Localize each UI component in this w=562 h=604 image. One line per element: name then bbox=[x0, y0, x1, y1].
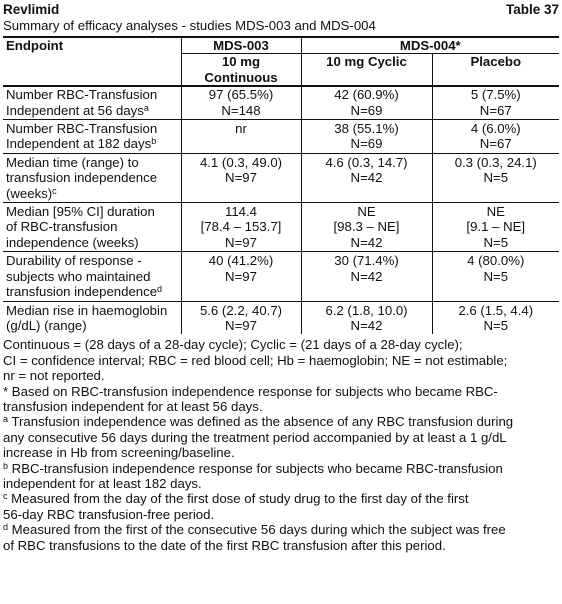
value-line: N=69 bbox=[350, 102, 383, 118]
endpoint-label-line: Median time (range) to bbox=[6, 154, 139, 170]
endpoint-label-line: Median [95% CI] duration bbox=[6, 204, 155, 220]
abbreviations-line: nr = not reported. bbox=[3, 368, 105, 384]
study-mds004-header: MDS-004* bbox=[301, 37, 559, 54]
endpoint-label-line: Median rise in haemoglobin bbox=[6, 302, 168, 318]
value-line: 97 (65.5%) bbox=[208, 87, 274, 103]
endpoint-label-line: Number RBC-Transfusion bbox=[6, 87, 158, 103]
endpoint-label-line: transfusion independence bbox=[6, 170, 158, 186]
document-header bbox=[3, 0, 559, 18]
value-line: NE bbox=[486, 204, 505, 220]
endpoint-cell bbox=[3, 301, 181, 334]
footnote-a: any consecutive 56 days during the treatment period accompanied by at least a 1 g/dL bbox=[3, 429, 507, 445]
footnote-d: of RBC transfusions to the date of the first RBC transfusion after this period. bbox=[3, 537, 446, 553]
value-line: N=5 bbox=[483, 234, 509, 250]
endpoint-label-line: Independent at 182 days bbox=[6, 136, 152, 152]
value-line: 4.6 (0.3, 14.7) bbox=[325, 154, 408, 170]
continuous-value-cell bbox=[181, 252, 301, 301]
footnote-mark: a bbox=[143, 102, 149, 113]
document-page bbox=[3, 0, 559, 553]
endpoint-label-line: Number RBC-Transfusion bbox=[6, 121, 158, 137]
footnote-b: independent for at least 182 days. bbox=[3, 475, 202, 491]
continuous-value-cell bbox=[181, 86, 301, 119]
endpoint-label-line: of RBC-transfusion bbox=[6, 219, 118, 235]
continuous-value-cell bbox=[181, 120, 301, 154]
value-line: N=97 bbox=[225, 234, 257, 250]
cyclic-value-cell bbox=[301, 120, 432, 154]
endpoint-header: Endpoint bbox=[3, 37, 181, 86]
value-line: [9.1 – NE] bbox=[466, 219, 526, 235]
continuous-value-cell bbox=[181, 301, 301, 334]
footnote-mark: d bbox=[157, 284, 163, 295]
endpoint-label-line: (weeks) bbox=[6, 185, 53, 201]
continuous-value-cell bbox=[181, 153, 301, 202]
value-line: 6.2 (1.8, 10.0) bbox=[325, 302, 408, 318]
footnotes bbox=[3, 337, 559, 553]
cyclic-value-cell bbox=[301, 86, 432, 119]
footnote-c: 56-day RBC transfusion-free period. bbox=[3, 506, 215, 522]
footnote-star: transfusion independent for at least 56 days. bbox=[3, 398, 263, 414]
table-row bbox=[3, 153, 559, 202]
table-row bbox=[3, 252, 559, 301]
abbreviations-line: CI = confidence interval; RBC = red blood cell; Hb = haemoglobin; NE = not estimable; bbox=[3, 352, 508, 368]
value-line: N=67 bbox=[479, 136, 512, 152]
value-line: N=148 bbox=[221, 102, 261, 118]
footnote-mark: b bbox=[3, 460, 9, 471]
placebo-value-cell bbox=[432, 153, 559, 202]
value-line: N=69 bbox=[350, 136, 383, 152]
footnote-d: $^d$ Measured from the first of the consecutive 56 days during which the subject was free bbox=[3, 522, 506, 538]
placebo-value-cell bbox=[432, 252, 559, 301]
abbreviations-line: Continuous = (28 days of a 28-day cycle); Cyclic = (21 days of a 28-day cycle); bbox=[3, 337, 463, 353]
footnote-mark: c bbox=[52, 185, 57, 196]
value-line: 114.4 bbox=[224, 204, 258, 220]
value-line: N=42 bbox=[350, 268, 383, 284]
arm-cyclic-header: 10 mg Cyclic bbox=[301, 54, 432, 86]
table-row bbox=[3, 120, 559, 154]
endpoint-label-line: Durability of response - bbox=[6, 253, 142, 269]
cyclic-value-cell bbox=[301, 252, 432, 301]
table-body bbox=[3, 86, 559, 334]
endpoint-cell bbox=[3, 120, 181, 154]
endpoint-label-line: independence (weeks) bbox=[6, 234, 139, 250]
footnote-mark: d bbox=[3, 522, 9, 533]
value-line: 4 (6.0%) bbox=[470, 121, 521, 137]
table-number: Table 37 bbox=[505, 2, 559, 17]
value-line: N=5 bbox=[483, 170, 509, 186]
value-line bbox=[185, 136, 298, 151]
footnote-mark: a bbox=[3, 414, 9, 425]
value-line: N=42 bbox=[350, 317, 383, 333]
value-line: 2.6 (1.5, 4.4) bbox=[458, 302, 534, 318]
value-line: 4.1 (0.3, 49.0) bbox=[199, 154, 283, 170]
placebo-value-cell bbox=[432, 86, 559, 119]
value-line: 40 (41.2%) bbox=[208, 253, 274, 269]
endpoint-label-line: transfusion independence bbox=[6, 284, 158, 300]
value-line: N=97 bbox=[225, 170, 257, 186]
footnote-mark: c bbox=[3, 491, 8, 502]
value-line: 0.3 (0.3, 24.1) bbox=[454, 154, 537, 170]
endpoint-cell bbox=[3, 252, 181, 301]
table-caption: Summary of efficacy analyses - studies MDS-003 and MDS-004 bbox=[3, 18, 376, 33]
value-line: [98.3 – NE] bbox=[333, 219, 400, 235]
cyclic-value-cell bbox=[301, 153, 432, 202]
table-row bbox=[3, 301, 559, 334]
value-line: 5.6 (2.2, 40.7) bbox=[199, 302, 283, 318]
value-line: 30 (71.4%) bbox=[334, 253, 399, 269]
value-line: NE bbox=[357, 204, 376, 220]
arm-placebo-header: Placebo bbox=[432, 54, 559, 86]
value-line: N=67 bbox=[479, 102, 512, 118]
value-line: [78.4 – 153.7] bbox=[200, 219, 282, 235]
endpoint-cell bbox=[3, 86, 181, 119]
continuous-value-cell bbox=[181, 203, 301, 252]
efficacy-table bbox=[3, 36, 559, 334]
placebo-value-cell bbox=[432, 301, 559, 334]
endpoint-cell bbox=[3, 153, 181, 202]
placebo-value-cell bbox=[432, 203, 559, 252]
value-line: 5 (7.5%) bbox=[470, 87, 521, 103]
value-line: N=42 bbox=[350, 170, 383, 186]
footnote-b: $^b$ RBC-transfusion independence response for subjects who became RBC-transfusion bbox=[3, 460, 503, 476]
footnote-star: * Based on RBC-transfusion independence response for subjects who became RBC- bbox=[3, 383, 498, 399]
endpoint-label-line: Independent at 56 days bbox=[6, 102, 144, 118]
arm-continuous-header: 10 mg Continuous bbox=[181, 54, 301, 86]
placebo-value-cell bbox=[432, 120, 559, 154]
value-line: 42 (60.9%) bbox=[334, 87, 399, 103]
value-line: 4 (80.0%) bbox=[467, 253, 525, 269]
value-line: N=97 bbox=[225, 268, 257, 284]
value-line: nr bbox=[235, 121, 247, 137]
footnote-mark: b bbox=[151, 136, 157, 147]
brand-name: Revlimid bbox=[3, 2, 60, 17]
value-line: N=97 bbox=[225, 317, 257, 333]
endpoint-label-line: (g/dL) (range) bbox=[6, 317, 87, 333]
value-line: N=5 bbox=[483, 268, 509, 284]
footnote-c: $^c$ Measured from the day of the first dose of study drug to the first day of the first bbox=[3, 491, 469, 507]
table-row bbox=[3, 203, 559, 252]
endpoint-label-line: subjects who maintained bbox=[6, 268, 151, 284]
cyclic-value-cell bbox=[301, 301, 432, 334]
value-line: N=42 bbox=[350, 234, 383, 250]
study-mds003-header: MDS-003 bbox=[181, 37, 301, 54]
footnote-a: $^a$ Transfusion independence was defined as the absence of any RBC transfusion during bbox=[3, 414, 514, 430]
value-line: N=5 bbox=[483, 317, 509, 333]
endpoint-cell bbox=[3, 203, 181, 252]
footnote-a: increase in Hb from screening/baseline. bbox=[3, 445, 235, 461]
table-row bbox=[3, 86, 559, 119]
value-line: 38 (55.1%) bbox=[334, 121, 399, 137]
cyclic-value-cell bbox=[301, 203, 432, 252]
